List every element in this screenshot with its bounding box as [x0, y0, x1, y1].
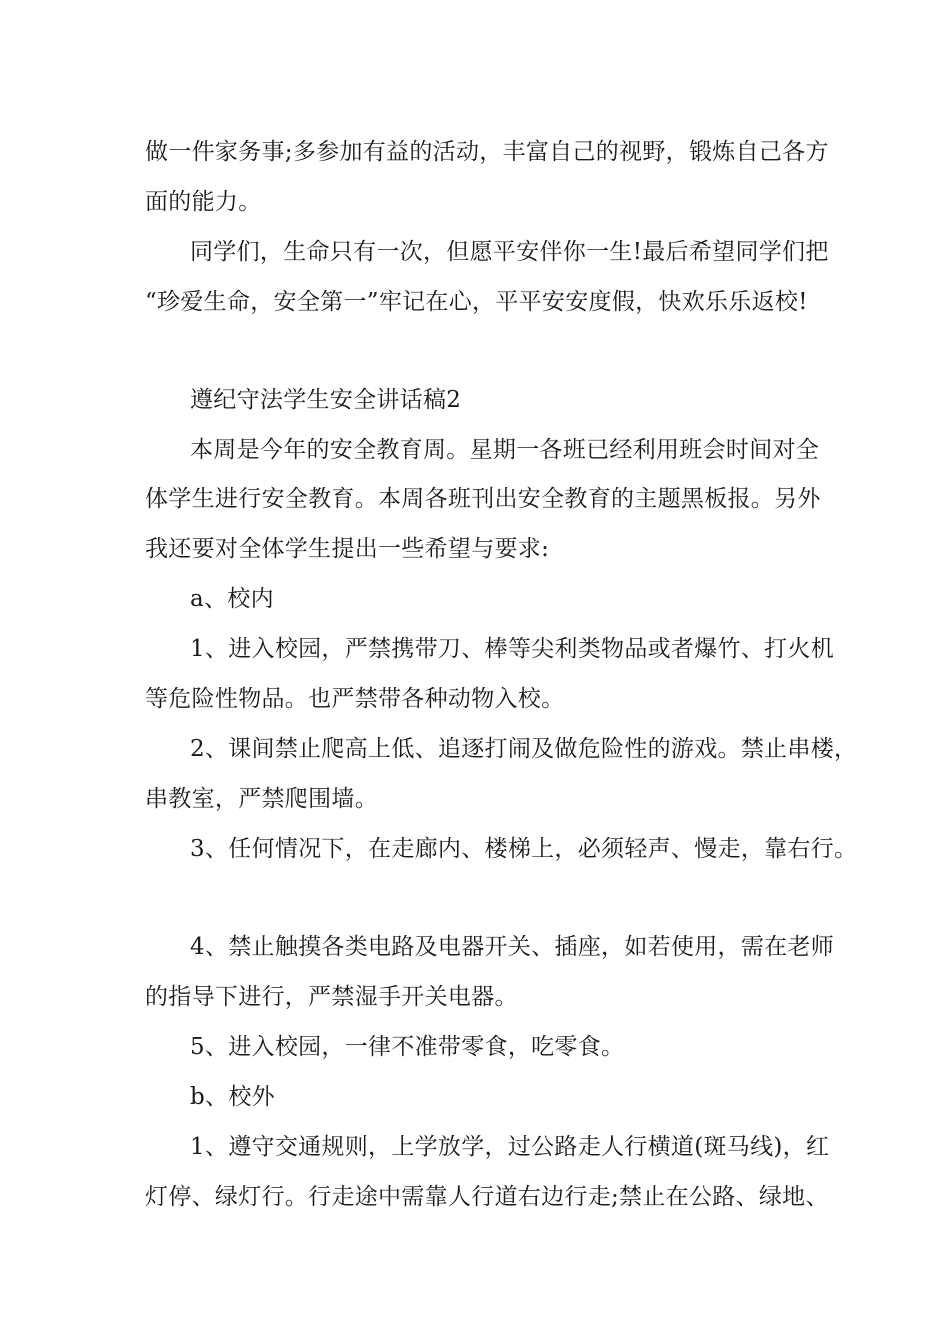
paragraph-line: 同学们，生命只有一次，但愿平安伴你一生!最后希望同学们把 [190, 239, 829, 265]
paragraph-line: 的指导下进行，严禁湿手开关电器。 [145, 984, 518, 1010]
paragraph-line: 1、遵守交通规则，上学放学，过公路走人行横道(斑马线)，红 [190, 1134, 830, 1160]
paragraph-line: 3、任何情况下，在走廊内、楼梯上，必须轻声、慢走，靠右行。 [190, 836, 858, 862]
section-heading: 遵纪守法学生安全讲话稿2 [190, 387, 462, 413]
subheading-school-inside: a、校内 [190, 586, 274, 612]
paragraph-line: 2、课间禁止爬高上低、追逐打闹及做危险性的游戏。禁止串楼， [190, 736, 858, 762]
paragraph-line: 4、禁止触摸各类电路及电器开关、插座，如若使用，需在老师 [190, 934, 835, 960]
paragraph-line: 5、进入校园，一律不准带零食，吃零食。 [190, 1034, 625, 1060]
paragraph-line: 体学生进行安全教育。本周各班刊出安全教育的主题黑板报。另外 [145, 486, 821, 512]
paragraph-line: 我还要对全体学生提出一些希望与要求: [145, 536, 550, 562]
paragraph-line: 做一件家务事;多参加有益的活动，丰富自己的视野，锻炼自己各方 [145, 139, 829, 165]
paragraph-line: 本周是今年的安全教育周。星期一各班已经利用班会时间对全 [190, 437, 820, 463]
paragraph-line: “珍爱生命，安全第一”牢记在心，平平安安度假，快欢乐乐返校! [145, 289, 808, 315]
paragraph-line: 面的能力。 [145, 189, 262, 215]
paragraph-line: 等危险性物品。也严禁带各种动物入校。 [145, 686, 565, 712]
paragraph-line: 串教室，严禁爬围墙。 [145, 786, 378, 812]
paragraph-line: 1、进入校园，严禁携带刀、棒等尖利类物品或者爆竹、打火机 [190, 636, 835, 662]
paragraph-line: 灯停、绿灯行。行走途中需靠人行道右边行走;禁止在公路、绿地、 [145, 1184, 829, 1210]
subheading-school-outside: b、校外 [190, 1084, 275, 1110]
